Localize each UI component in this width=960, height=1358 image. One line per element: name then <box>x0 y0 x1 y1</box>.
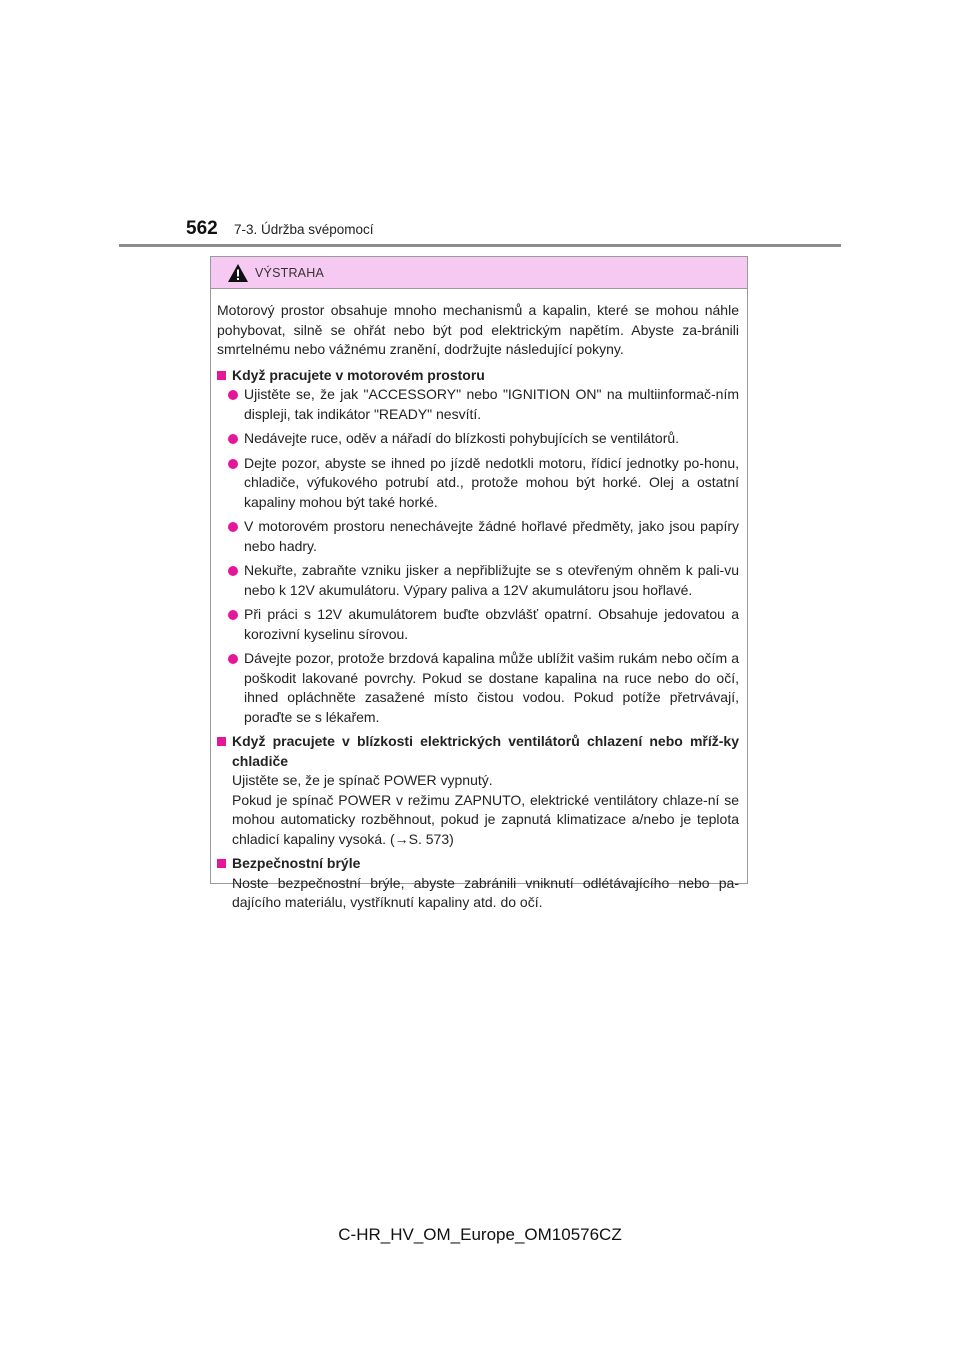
page-number: 562 <box>186 218 218 239</box>
warning-header <box>211 257 747 289</box>
warning-box <box>210 256 748 910</box>
warning-title: VÝSTRAHA <box>255 265 324 280</box>
square-bullet-icon <box>217 859 226 868</box>
square-bullet-icon <box>217 737 226 746</box>
document-code: C-HR_HV_OM_Europe_OM10576CZ <box>338 1225 622 1244</box>
section-heading-text: Bezpečnostní brýle <box>232 855 361 871</box>
list-item-text: Ujistěte se, že jak "ACCESSORY" nebo "IGNITION ON" na multiinformač-ním displeji, tak indikátor "READY" nesvítí. <box>244 386 739 422</box>
list-item-text: Nekuřte, zabraňte vzniku jisker a nepřibližujte se s otevřeným ohněm k pali-vu nebo k 12V akumulátoru. Výpary paliva a 12V akumulátoru jsou hořlavé. <box>244 562 739 598</box>
circle-bullet-icon <box>228 610 238 620</box>
warning-triangle-icon <box>227 263 249 283</box>
list-item <box>228 649 739 727</box>
section-safety-glasses <box>217 854 739 913</box>
header-rule <box>119 244 841 247</box>
circle-bullet-icon <box>228 459 238 469</box>
list-item <box>228 385 739 424</box>
list-item-text: Nedávejte ruce, oděv a nářadí do blízkosti pohybujících se ventilátorů. <box>244 430 680 446</box>
section-title: 7-3. Údržba svépomocí <box>234 222 374 237</box>
circle-bullet-icon <box>228 566 238 576</box>
list-item-text: Dejte pozor, abyste se ihned po jízdě nedotkli motoru, řídicí jednotky po-honu, chladiče, výfukového potrubí atd., protože mohou být horké. Olej a ostatní kapaliny mohou být také horké. <box>244 454 739 510</box>
circle-bullet-icon <box>228 522 238 532</box>
list-item <box>228 454 739 513</box>
section-heading <box>217 732 739 771</box>
square-bullet-icon <box>217 371 226 380</box>
list-item <box>228 561 739 600</box>
section-text <box>217 874 739 913</box>
section-engine-compartment <box>217 366 739 728</box>
section-text-line: Pokud je spínač POWER v režimu ZAPNUTO, elektrické ventilátory chlaze-ní se mohou automaticky rozběhnout, pokud je zapnutá klimatizace a/nebo je teplota chladicí kapaliny vysoká. (→S. 573) <box>232 791 739 847</box>
section-heading-text: Když pracujete v blízkosti elektrických ventilátorů chlazení nebo mříž-ky chladiče <box>232 733 739 769</box>
section-text-line: Ujistěte se, že je spínač POWER vypnutý. <box>232 772 493 788</box>
circle-bullet-icon <box>228 434 238 444</box>
list-item-text: Dávejte pozor, protože brzdová kapalina může ublížit vašim rukám nebo očím a poškodit lakované povrchy. Pokud se dostane kapalina na ruce nebo do očí, ihned opláchněte zasažené místo čistou vodou. Pokud potíže přetrvávají, poraďte se s lékařem. <box>244 650 739 725</box>
warning-body <box>211 289 747 913</box>
list-item <box>228 517 739 556</box>
list-item <box>228 429 739 449</box>
section-heading-text: Když pracujete v motorovém prostoru <box>232 366 485 383</box>
list-item-text: Při práci s 12V akumulátorem buďte obzvlášť opatrní. Obsahuje jedovatou a korozivní kyselinu sírovou. <box>244 606 739 642</box>
section-heading <box>217 854 739 874</box>
section-text-line: Noste bezpečnostní brýle, abyste zabránili vniknutí odlétávajícího nebo pa-dajícího materiálu, vystříknutí kapaliny atd. do očí. <box>232 874 739 910</box>
warning-intro: Motorový prostor obsahuje mnoho mechanismů a kapalin, které se mohou náhle pohybovat, silně se ohřát nebo být pod elektrickým napětím. Abyste za-bránili smrtelnému nebo vážnému zranění, dodržujte následující pokyny. <box>217 302 739 357</box>
section-text <box>217 771 739 849</box>
circle-bullet-icon <box>228 654 238 664</box>
section-electric-fans <box>217 732 739 849</box>
list-item <box>228 605 739 644</box>
list-item-text: V motorovém prostoru nenechávejte žádné hořlavé předměty, jako jsou papíry nebo hadry. <box>244 518 739 554</box>
circle-bullet-icon <box>228 390 238 400</box>
section-heading <box>217 366 739 386</box>
